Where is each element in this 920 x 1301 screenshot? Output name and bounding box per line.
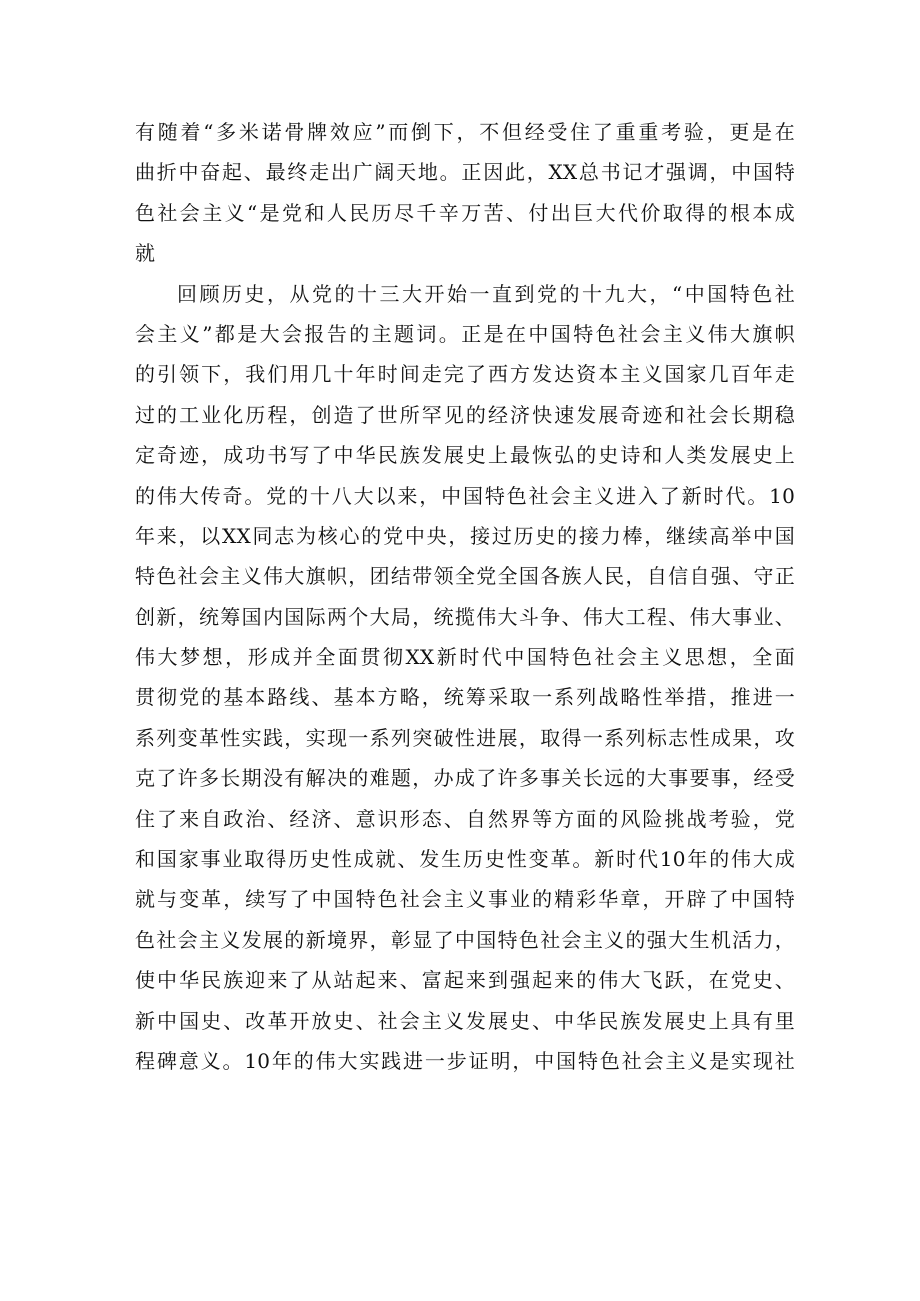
- paragraph-2-line-5: 定奇迹，成功书写了中华民族发展史上最恢弘的史诗和人类发展史上: [135, 443, 795, 468]
- paragraph-2-line-17: 色社会主义发展的新境界，彰显了中国特色社会主义的强大生机活力，: [135, 927, 795, 952]
- paragraph-2-line-3: 的引领下，我们用几十年时间走完了西方发达资本主义国家几百年走: [135, 362, 795, 387]
- paragraph-2-line-7: 年来，以XX同志为核心的党中央，接过历史的接力棒，继续高举中国: [135, 523, 795, 548]
- paragraph-2-line-13: 克了许多长期没有解决的难题，办成了许多事关长远的大事要事，经受: [135, 766, 795, 791]
- paragraph-1-line-4: 就: [135, 241, 156, 266]
- paragraph-2-line-4: 过的工业化历程，创造了世所罕见的经济快速发展奇迹和社会长期稳: [135, 402, 795, 427]
- paragraph-2-line-19: 新中国史、改革开放史、社会主义发展史、中华民族发展史上具有里: [135, 1008, 795, 1033]
- paragraph-2-line-18: 使中华民族迎来了从站起来、富起来到强起来的伟大飞跃，在党史、: [135, 968, 795, 993]
- paragraph-2-line-15: 和国家事业取得历史性成就、发生历史性变革。新时代10年的伟大成: [135, 847, 795, 872]
- paragraph-2-line-11: 贯彻党的基本路线、基本方略，统筹采取一系列战略性举措，推进一: [135, 685, 795, 710]
- paragraph-1-line-3: 色社会主义“是党和人民历尽千辛万苦、付出巨大代价取得的根本成: [135, 200, 795, 225]
- paragraph-2-line-10: 伟大梦想，形成并全面贯彻XX新时代中国特色社会主义思想，全面: [135, 645, 795, 670]
- paragraph-2-line-6: 的伟大传奇。党的十八大以来，中国特色社会主义进入了新时代。10: [135, 483, 795, 508]
- paragraph-1-line-1: 有随着“多米诺骨牌效应”而倒下，不但经受住了重重考验，更是在: [135, 120, 795, 144]
- paragraph-2-line-9: 创新，统筹国内国际两个大局，统揽伟大斗争、伟大工程、伟大事业、: [135, 604, 795, 629]
- document-body: [135, 112, 795, 1081]
- paragraph-1-line-2: 曲折中奋起、最终走出广阔天地。正因此，XX总书记才强调，中国特: [135, 160, 795, 185]
- paragraph-2-line-1: 回顾历史，从党的十三大开始一直到党的十九大，“中国特色社: [177, 281, 795, 306]
- paragraph-2-line-12: 系列变革性实践，实现一系列突破性进展，取得一系列标志性成果，攻: [135, 725, 795, 750]
- paragraph-2-line-20: 程碑意义。10年的伟大实践进一步证明，中国特色社会主义是实现社: [135, 1048, 795, 1073]
- paragraph-2-line-2: 会主义”都是大会报告的主题词。正是在中国特色社会主义伟大旗帜: [135, 321, 795, 346]
- paragraph-2-line-16: 就与变革，续写了中国特色社会主义事业的精彩华章，开辟了中国特: [135, 887, 795, 912]
- paragraph-2-line-14: 住了来自政治、经济、意识形态、自然界等方面的风险挑战考验，党: [135, 806, 795, 831]
- paragraph-2-line-8: 特色社会主义伟大旗帜，团结带领全党全国各族人民，自信自强、守正: [135, 564, 795, 589]
